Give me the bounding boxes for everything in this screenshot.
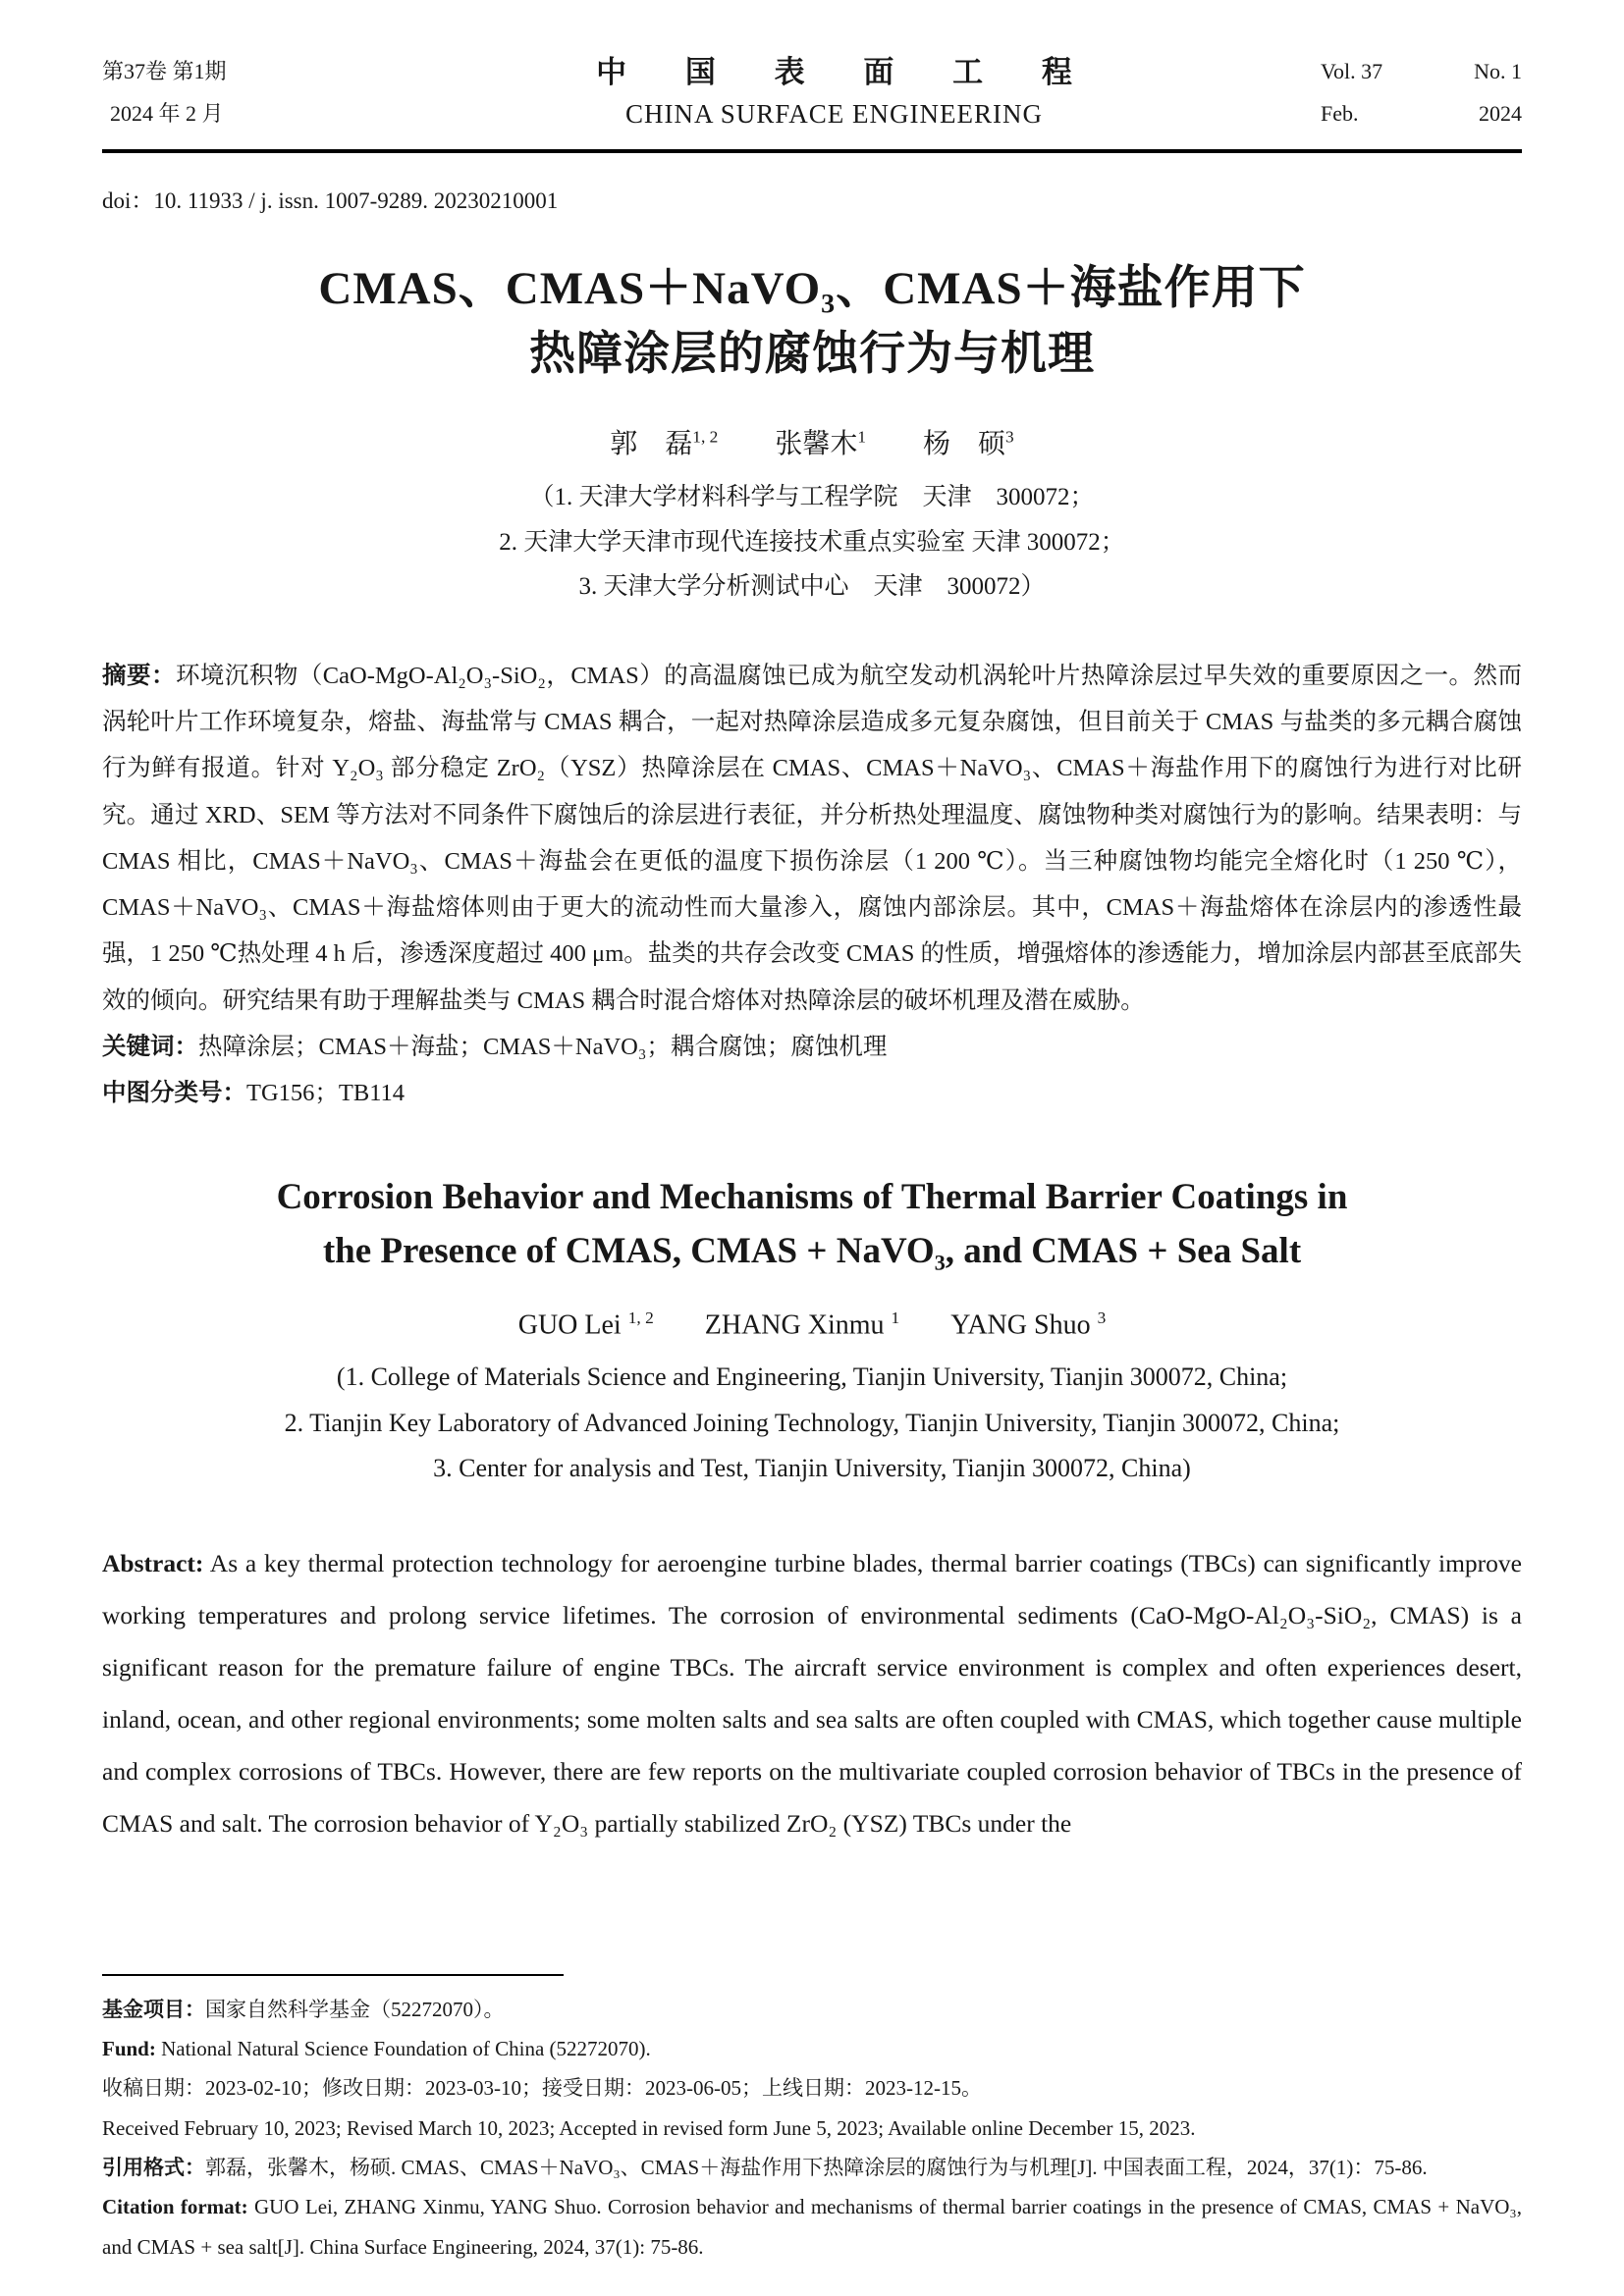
abstract-zh — [102, 653, 1522, 1024]
author-name: 郭 磊 — [610, 429, 693, 460]
fund-en-line — [102, 2029, 1522, 2068]
paper-title-en-line2: the Presence of CMAS, CMAS + NaVO₃, and CMAS + Sea Salt — [322, 1231, 1302, 1272]
author-name: 杨 硕 — [923, 429, 1006, 460]
date-zh: 2024 年 2 月 — [110, 100, 224, 126]
footnote-rule — [102, 1974, 564, 1976]
paper-title-zh — [102, 256, 1522, 387]
author-zh-2 — [775, 422, 866, 461]
header-center — [348, 47, 1321, 130]
volume-issue-zh: 第37卷 第1期 — [102, 59, 227, 83]
abstract-zh-text: 环境沉积物（CaO-MgO-Al₂O₃-SiO₂，CMAS）的高温腐蚀已成为航空发动机涡轮叶片热障涂层过早失效的重要原因之一。然而涡轮叶片工作环境复杂，熔盐、海盐常与 CMAS 耦合，一起对热障涂层造成多元复杂腐蚀，但目前关于 CMAS 与盐类的多元耦合腐蚀行为鲜有报道。针对 Y₂O₃ 部分稳定 ZrO₂（YSZ）热障涂层在 CMAS、CMAS＋NaVO₃、CMAS＋海盐作用下的腐蚀行为进行对比研究。通过 XRD、SEM 等方法对不同条件下腐蚀后的涂层进行表征，并分析热处理温度、腐蚀物种类对腐蚀行为的影响。结果表明：与 CMAS 相比，CMAS＋NaVO₃、CMAS＋海盐会在更低的温度下损伤涂层（1 200 ℃）。当三种腐蚀物均能完全熔化时（1 250 ℃），CMAS＋NaVO₃、CMAS＋海盐熔体则由于更大的流动性而大量渗入，腐蚀内部涂层。其中，CMAS＋海盐熔体在涂层内的渗透性最强，1 250 ℃热处理 4 h 后，渗透深度超过 400 μm。盐类的共存会改变 CMAS 的性质，增强熔体的渗透能力，增加涂层内部甚至底部失效的倾向。研究结果有助于理解盐类与 CMAS 耦合时混合熔体对热障涂层的破坏机理及潜在威胁。 — [102, 662, 1522, 1014]
author-affiliation-sup: 3 — [1005, 427, 1014, 447]
author-affiliation-sup: 1 — [857, 427, 867, 447]
author-zh-1 — [610, 422, 718, 461]
dates-en-line: Received February 10, 2023; Revised March 10, 2023; Accepted in revised form June 5, 2023; Available online December 15, 2023. — [102, 2115, 1196, 2140]
citation-en-line — [102, 2187, 1522, 2267]
author-en-3 — [950, 1308, 1106, 1341]
clc-text: TG156；TB114 — [246, 1080, 406, 1107]
paper-title-zh-line1: CMAS、CMAS＋NaVO₃、CMAS＋海盐作用下 — [318, 262, 1306, 314]
journal-title-en: CHINA SURFACE ENGINEERING — [624, 99, 1043, 129]
fund-en-text: National Natural Science Foundation of China (52272070). — [155, 2037, 651, 2061]
affiliation-zh-2: 2. 天津大学天津市现代连接技术重点实验室 天津 300072； — [499, 528, 1125, 556]
author-affiliation-sup: 1, 2 — [627, 1308, 654, 1327]
year-en: 2024 — [1479, 100, 1522, 126]
affiliation-en-1: (1. College of Materials Science and Engineering, Tianjin University, Tianjin 300072, China; — [336, 1362, 1288, 1391]
author-en-2 — [705, 1308, 899, 1341]
affiliations-en — [102, 1355, 1522, 1492]
journal-header — [102, 47, 1522, 135]
authors-zh — [102, 422, 1522, 461]
authors-en — [102, 1308, 1522, 1341]
header-left — [102, 47, 348, 135]
citation-en-label: Citation format: — [102, 2195, 248, 2219]
keywords-text: 热障涂层；CMAS＋海盐；CMAS＋NaVO₃；耦合腐蚀；腐蚀机理 — [198, 1034, 888, 1060]
clc-label: 中图分类号： — [102, 1080, 246, 1107]
fund-zh-line — [102, 1990, 1522, 2029]
abstract-zh-label: 摘要： — [102, 662, 176, 689]
volume-issue-en — [1321, 51, 1522, 93]
dates-zh-line: 收稿日期：2023-02-10；修改日期：2023-03-10；接受日期：2023-06-05；上线日期：2023-12-15。 — [102, 2076, 982, 2101]
author-affiliation-sup: 1 — [891, 1308, 900, 1327]
author-name: 张馨木 — [775, 429, 858, 460]
header-right — [1321, 47, 1522, 135]
affiliation-zh-1: （1. 天津大学材料科学与工程学院 天津 300072； — [529, 484, 1095, 511]
vol-en: Vol. 37 — [1321, 59, 1383, 83]
author-name: ZHANG Xinmu — [704, 1308, 885, 1340]
keywords-label: 关键词： — [102, 1034, 198, 1060]
affiliation-en-2: 2. Tianjin Key Laboratory of Advanced Joining Technology, Tianjin University, Tianjin 300072, China; — [284, 1408, 1340, 1437]
author-affiliation-sup: 1, 2 — [692, 427, 719, 447]
doi-line: doi：10. 11933 / j. issn. 1007-9289. 20230210001 — [102, 187, 559, 213]
date-en — [1321, 93, 1522, 135]
header-rule — [102, 149, 1522, 153]
author-name: GUO Lei — [517, 1308, 622, 1340]
author-name: YANG Shuo — [950, 1308, 1091, 1340]
author-affiliation-sup: 3 — [1097, 1308, 1107, 1327]
author-en-1 — [518, 1308, 654, 1341]
abstract-en — [102, 1537, 1522, 1849]
fund-zh-text: 国家自然科学基金（52272070）。 — [205, 1997, 505, 2021]
author-zh-3 — [923, 422, 1014, 461]
journal-title-zh: 中 国 表 面 工 程 — [596, 55, 1098, 89]
no-en: No. 1 — [1474, 59, 1522, 83]
footnotes — [102, 1974, 1522, 2267]
affiliations-zh — [102, 475, 1522, 610]
abstract-en-label: Abstract: — [102, 1549, 204, 1578]
month-en: Feb. — [1321, 100, 1359, 126]
paper-title-en-line1: Corrosion Behavior and Mechanisms of Thermal Barrier Coatings in — [276, 1176, 1348, 1217]
citation-en-text: GUO Lei, ZHANG Xinmu, YANG Shuo. Corrosion behavior and mechanisms of thermal barrier coatings in the presence of CMAS, CMAS + NaVO₃, and CMAS + sea salt[J]. China Surface Engineering, 2024, 37(1): 75-86. — [102, 2195, 1522, 2259]
fund-zh-label: 基金项目： — [102, 1997, 205, 2021]
affiliation-zh-3: 3. 天津大学分析测试中心 天津 300072） — [578, 573, 1046, 601]
paper-title-zh-line2: 热障涂层的腐蚀行为与机理 — [529, 328, 1095, 380]
citation-zh-line — [102, 2148, 1522, 2187]
keywords-line — [102, 1024, 1522, 1070]
citation-zh-text: 郭磊，张馨木，杨硕. CMAS、CMAS＋NaVO₃、CMAS＋海盐作用下热障涂层的腐蚀行为与机理[J]. 中国表面工程，2024，37(1)：75-86. — [205, 2156, 1428, 2180]
clc-line — [102, 1070, 1522, 1116]
citation-zh-label: 引用格式： — [102, 2156, 205, 2180]
fund-en-label: Fund: — [102, 2037, 156, 2061]
affiliation-en-3: 3. Center for analysis and Test, Tianjin University, Tianjin 300072, China) — [433, 1454, 1191, 1483]
footnote-body — [102, 1990, 1522, 2267]
paper-title-en — [102, 1170, 1522, 1279]
abstract-en-text: As a key thermal protection technology for aeroengine turbine blades, thermal barrier coatings (TBCs) can significantly improve working temperatures and prolong service lifetimes. The corrosion of environmental sediments (CaO-MgO-Al₂O₃-SiO₂, CMAS) is a significant reason for the premature failure of engine TBCs. The aircraft service environment is complex and often experiences desert, inland, ocean, and other regional environments; some molten salts and sea salts are often coupled with CMAS, which together cause multiple and complex corrosions of TBCs. However, there are few reports on the multivariate coupled corrosion behavior of TBCs in the presence of CMAS and salt. The corrosion behavior of Y₂O₃ partially stabilized ZrO₂ (YSZ) TBCs under the — [102, 1549, 1522, 1839]
